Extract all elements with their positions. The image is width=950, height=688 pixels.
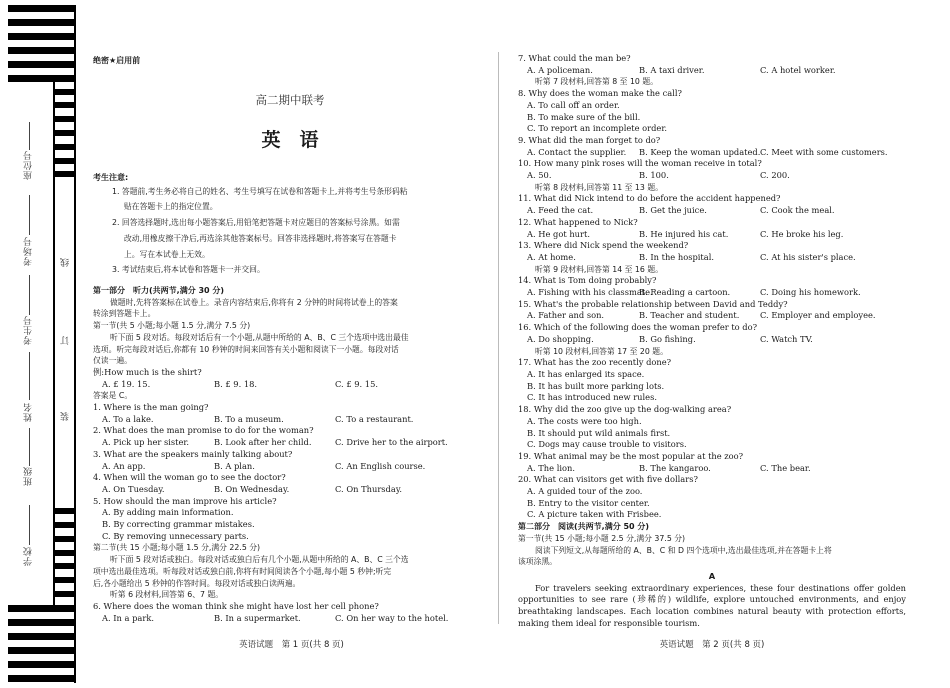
question-13: 13. Where did Nick spend the weekend?	[518, 240, 689, 251]
question-10: 10. How many pink roses will the woman receive in total?	[518, 158, 762, 169]
part2-instruction: 该项涂黑。	[518, 557, 557, 567]
section1-instruction: 选项。听完每段对话后,你都有 10 秒钟的时间来回答有关小题和阅读下一小题。每段对话	[93, 344, 399, 354]
question-14: 14. What is Tom doing probably?	[518, 275, 657, 286]
confidential-mark: 绝密★启用前	[93, 56, 141, 65]
option-a: A. Pick up her sister.	[102, 437, 190, 448]
option-b: B. It should put wild animals first.	[527, 427, 671, 438]
option-a: A. At home.	[527, 251, 576, 262]
option-c: C. To report an incomplete order.	[527, 123, 668, 134]
question-9: 9. What did the man forget to do?	[518, 134, 661, 145]
option-b: B. £ 9. 18.	[214, 378, 258, 389]
option-b: B. On Wednesday.	[214, 483, 290, 494]
name-line	[29, 352, 30, 400]
option-c: C. On Thursday.	[335, 483, 403, 494]
notice-line: 改动,用橡皮擦干净后,再选涂其他答案标号。回答非选择题时,将答案写在答题卡	[124, 233, 397, 243]
option-b: B. Go fishing.	[639, 333, 696, 344]
part1-intro-line: 做题时,先将答案标在试卷上。录音内容结束后,你将有 2 分钟的时间将试卷上的答案	[110, 297, 398, 307]
option-a: A. By adding main information.	[102, 507, 234, 518]
option-a: A. Contact the supplier.	[527, 146, 627, 157]
option-a: A. 50.	[527, 170, 552, 181]
notice-line: 2. 回答选择题时,选出每小题答案后,用铅笔把答题卡对应题目的答案标号涂黑。如需	[112, 218, 400, 228]
option-c: C. Cook the meal.	[760, 205, 835, 216]
option-b: B. Entry to the visitor center.	[527, 497, 650, 508]
section2-instruction: 项中选出最佳选项。听每段对话或独白前,你将有时间阅读各个小题,每小题 5 秒钟;听完	[93, 566, 392, 576]
question-16: 16. Which of the following does the woman prefer to do?	[518, 322, 758, 333]
question-16-options	[518, 334, 906, 346]
option-a: A. He got hurt.	[527, 228, 590, 239]
section2-instruction: 听下面 5 段对话或独白。每段对话或独白后有几个小题,从题中所给的 A、B、C 三个选	[110, 555, 409, 565]
label-name: 姓名	[24, 402, 34, 422]
option-c: C. It has introduced new rules.	[527, 392, 657, 403]
stripe	[8, 33, 75, 40]
notice-line: 贴在答题卡上的指定位置。	[124, 202, 218, 212]
example-answer: 答案是 C。	[93, 391, 133, 401]
label-school: 学校	[24, 546, 34, 566]
option-a: A. Fishing with his classmate.	[527, 287, 653, 298]
section1-instruction: 听下面 5 段对话。每段对话后有一个小题,从题中所给的 A、B、C 三个选项中选出最佳	[110, 332, 409, 342]
part2-heading: 第二部分 阅读(共两节,满分 50 分)	[518, 522, 650, 532]
passage-label: A	[708, 570, 716, 581]
question-1: 1. Where is the man going?	[93, 402, 209, 413]
notice-line: 上。写在本试卷上无效。	[124, 249, 210, 259]
binding-char-xian: 线	[61, 258, 71, 267]
section1-instruction: 仅读一遍。	[93, 356, 132, 366]
stripe	[8, 61, 75, 68]
option-b: B. It has built more parking lots.	[527, 380, 665, 391]
question-7: 7. What could the man be?	[518, 53, 631, 63]
question-12-options	[518, 229, 906, 241]
question-12: 12. What happened to Nick?	[518, 216, 638, 227]
option-c: C. On her way to the hotel.	[335, 612, 449, 623]
option-b: B. In the hospital.	[639, 251, 714, 262]
option-c: C. Dogs may cause trouble to visitors.	[527, 439, 687, 450]
option-a: A. To a lake.	[102, 413, 154, 424]
option-a: A. On Tuesday.	[102, 483, 165, 494]
question-2-options	[93, 437, 490, 449]
school-line	[29, 505, 30, 545]
option-c: C. Watch TV.	[760, 333, 813, 344]
option-b: B. To a museum.	[214, 413, 284, 424]
question-6-options	[93, 613, 490, 625]
option-a: A. It has enlarged its space.	[527, 368, 645, 379]
option-c: C. Doing his homework.	[760, 287, 861, 298]
class-line	[29, 428, 30, 466]
question-10-options	[518, 170, 906, 182]
question-14-options	[518, 287, 906, 299]
material-6: 听第 6 段材料,回答第 6、7 题。	[110, 590, 224, 600]
option-c: C. The bear.	[760, 462, 811, 473]
notice-block	[93, 172, 490, 276]
candidate-number-line	[29, 275, 30, 315]
question-6: 6. Where does the woman think she might have lost her cell phone?	[93, 600, 379, 611]
option-a: A. Do shopping.	[527, 333, 594, 344]
option-b: B. By correcting grammar mistakes.	[102, 519, 255, 530]
question-11: 11. What did Nick intend to do before the accident happened?	[518, 193, 781, 204]
question-19-options	[518, 463, 906, 475]
question-13-options	[518, 252, 906, 264]
option-c: C. £ 9. 15.	[335, 378, 378, 389]
option-b: B. Look after her child.	[214, 437, 312, 448]
material-8: 听第 8 段材料,回答第 11 至 13 题。	[535, 182, 663, 192]
passage-a-text: For travelers seeking extraordinary experiences, these four destinations offer golden opportunities to see rare (珍稀的) wildlife, explore untouched environments, and enjoy breathtaking landscapes. Each location combines natural beauty with protection efforts, making them ideal for responsible tourism.	[518, 582, 906, 628]
option-b: B. Keep the woman updated.	[639, 146, 761, 157]
question-20: 20. What can visitors get with five dollars?	[518, 474, 698, 485]
option-c: C. A hotel worker.	[760, 64, 836, 75]
question-15: 15. What's the probable relationship between David and Teddy?	[518, 298, 788, 309]
option-b: B. Teacher and student.	[639, 310, 740, 321]
option-b: B. To make sure of the bill.	[527, 111, 641, 122]
stripe	[8, 75, 75, 82]
option-c: C. He broke his leg.	[760, 228, 844, 239]
question-17: 17. What has the zoo recently done?	[518, 357, 672, 368]
example-options	[93, 379, 490, 391]
section2-instruction: 后,各小题给出 5 秒钟的作答时间。每段对话或独白读两遍。	[93, 578, 301, 588]
option-a: A. An app.	[102, 460, 146, 471]
example-question: 例:How much is the shirt?	[93, 366, 202, 377]
option-a: A. In a park.	[102, 612, 154, 623]
question-15-options	[518, 310, 906, 322]
part1-intro-line: 转涂到答题卡上。	[93, 309, 156, 319]
page2-footer: 英语试题 第 2 页(共 8 页)	[659, 640, 765, 650]
option-a: A. £ 19. 15.	[102, 378, 151, 389]
option-c: C. 200.	[760, 170, 790, 181]
option-b: B. A taxi driver.	[639, 64, 705, 75]
section2-heading: 第二节(共 15 小题;每小题 1.5 分,满分 22.5 分)	[93, 543, 261, 553]
notice-line: 1. 答题前,考生务必将自己的姓名、考生号填写在试卷和答题卡上,并将考生号条形码粘	[112, 186, 408, 196]
question-9-options	[518, 147, 906, 159]
question-7-options	[518, 65, 906, 77]
option-c: C. At his sister's place.	[760, 251, 856, 262]
notice-heading: 考生注意:	[93, 173, 129, 182]
exam-title: 高二期中联考	[255, 93, 325, 107]
material-9: 听第 9 段材料,回答第 14 至 16 题。	[535, 264, 663, 274]
label-class: 班级	[24, 466, 34, 486]
binding-char-zhuang: 装	[61, 412, 71, 421]
question-19: 19. What animal may be the most popular at the zoo?	[518, 450, 744, 461]
question-3: 3. What are the speakers mainly talking about?	[93, 448, 293, 459]
option-a: A. The costs were too high.	[527, 415, 642, 426]
question-11-options	[518, 205, 906, 217]
option-a: A. Feed the cat.	[527, 205, 594, 216]
option-c: C. An English course.	[335, 460, 426, 471]
option-c: C. Employer and employee.	[760, 310, 876, 321]
option-a: A. The lion.	[527, 462, 575, 473]
part2-section1-heading: 第一节(共 15 小题;每小题 2.5 分,满分 37.5 分)	[518, 533, 686, 543]
option-a: A. A policeman.	[527, 64, 593, 75]
question-18: 18. Why did the zoo give up the dog-walking area?	[518, 404, 732, 415]
option-a: A. A guided tour of the zoo.	[527, 486, 643, 497]
option-a: A. Father and son.	[527, 310, 605, 321]
page1-footer: 英语试题 第 1 页(共 8 页)	[239, 640, 344, 650]
subject-title: 英 语	[261, 129, 319, 151]
option-b: B. Get the juice.	[639, 205, 707, 216]
stripe	[8, 47, 75, 54]
stripe	[8, 5, 75, 12]
option-b: B. In a supermarket.	[214, 612, 301, 623]
exam-room-line	[29, 195, 30, 235]
option-b: B. He injured his cat.	[639, 228, 729, 239]
option-c: C. A picture taken with Frisbee.	[527, 509, 662, 520]
label-exam-room: 考场号	[24, 236, 34, 266]
page2-block	[518, 53, 906, 629]
notice-line: 3. 考试结束后,将本试卷和答题卡一并交回。	[112, 265, 265, 275]
part1-heading: 第一部分 听力(共两节,满分 30 分)	[93, 286, 225, 295]
label-candidate-number: 考生号	[24, 315, 34, 345]
part1-block	[93, 285, 490, 624]
material-7: 听第 7 段材料,回答第 8 至 10 题。	[535, 77, 658, 87]
question-5: 5. How should the man improve his article?	[93, 495, 277, 506]
binding-char-ding: 订	[61, 336, 71, 345]
option-c: C. Drive her to the airport.	[335, 437, 448, 448]
question-4: 4. When will the woman go to see the doctor?	[93, 472, 286, 483]
option-c: C. By removing unnecessary parts.	[102, 530, 249, 541]
question-3-options	[93, 461, 490, 473]
section1-heading: 第一节(共 5 小题;每小题 1.5 分,满分 7.5 分)	[93, 321, 251, 331]
option-c: C. Meet with some customers.	[760, 146, 888, 157]
column-divider	[498, 52, 499, 624]
option-b: B. A plan.	[214, 460, 255, 471]
option-a: A. To call off an order.	[527, 99, 620, 110]
option-c: C. To a restaurant.	[335, 413, 414, 424]
question-2: 2. What does the man promise to do for the woman?	[93, 425, 314, 436]
question-8: 8. Why does the woman make the call?	[518, 88, 682, 99]
option-b: B. Reading a cartoon.	[639, 287, 731, 298]
part2-instruction: 阅读下列短文,从每题所给的 A、B、C 和 D 四个选项中,选出最佳选项,并在答题卡上将	[535, 545, 832, 555]
option-b: B. The kangaroo.	[639, 462, 711, 473]
stripe	[8, 19, 75, 26]
material-10: 听第 10 段材料,回答第 17 至 20 题。	[535, 346, 668, 356]
label-seat-number: 座位号	[24, 150, 34, 180]
question-1-options	[93, 414, 490, 426]
option-b: B. 100.	[639, 170, 669, 181]
question-4-options	[93, 484, 490, 496]
